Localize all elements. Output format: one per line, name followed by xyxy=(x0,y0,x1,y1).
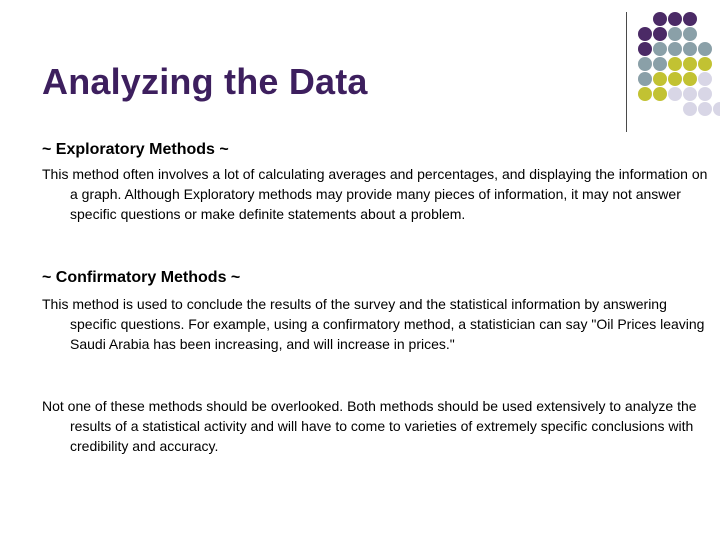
confirmatory-paragraph: This method is used to conclude the results of the survey and the statistical information by answering specific questions. For example, using a confirmatory method, a statistician can say "Oil Prices leaving Saudi Arabia has been increasing, and will increase in prices." xyxy=(42,296,705,352)
decorative-dot xyxy=(698,102,712,116)
decorative-dot xyxy=(683,42,697,56)
decorative-dot xyxy=(698,72,712,86)
decorative-dot xyxy=(683,12,697,26)
decorative-dot xyxy=(713,102,720,116)
decorative-dot xyxy=(653,42,667,56)
decorative-dot xyxy=(653,57,667,71)
decorative-dot xyxy=(683,72,697,86)
decorative-dot xyxy=(683,102,697,116)
decorative-dot xyxy=(698,57,712,71)
decorative-dot xyxy=(698,42,712,56)
decorative-dot xyxy=(653,87,667,101)
confirmatory-heading: ~ Confirmatory Methods ~ xyxy=(42,269,241,286)
decorative-dot xyxy=(683,87,697,101)
conclusion-paragraph: Not one of these methods should be overlooked. Both methods should be used extensively to analyze the results of a statistical activity and will have to come to varieties of extremely specific conclusions with credibility and accuracy. xyxy=(42,398,697,454)
decorative-dot xyxy=(638,72,652,86)
decorative-dot xyxy=(653,27,667,41)
slide-title: Analyzing the Data xyxy=(42,61,368,102)
exploratory-paragraph: This method often involves a lot of calculating averages and percentages, and displaying the information on a graph. Although Exploratory methods may provide many pieces of information, it may not answer specific questions or make definite statements about a problem. xyxy=(42,166,708,222)
vertical-divider xyxy=(626,12,627,132)
decorative-dot xyxy=(668,12,682,26)
decorative-dot xyxy=(698,87,712,101)
decorative-dot xyxy=(668,57,682,71)
decorative-dot xyxy=(683,57,697,71)
decorative-dot xyxy=(668,72,682,86)
decorative-dot xyxy=(638,87,652,101)
decorative-dot xyxy=(668,42,682,56)
decorative-dot xyxy=(653,12,667,26)
decorative-dot xyxy=(668,27,682,41)
decorative-dot xyxy=(668,87,682,101)
decorative-dot xyxy=(638,42,652,56)
decorative-dot xyxy=(653,72,667,86)
decorative-dot xyxy=(638,57,652,71)
decorative-dot xyxy=(638,27,652,41)
exploratory-heading: ~ Exploratory Methods ~ xyxy=(42,141,229,158)
decorative-dot-grid xyxy=(638,12,720,122)
decorative-dot xyxy=(683,27,697,41)
